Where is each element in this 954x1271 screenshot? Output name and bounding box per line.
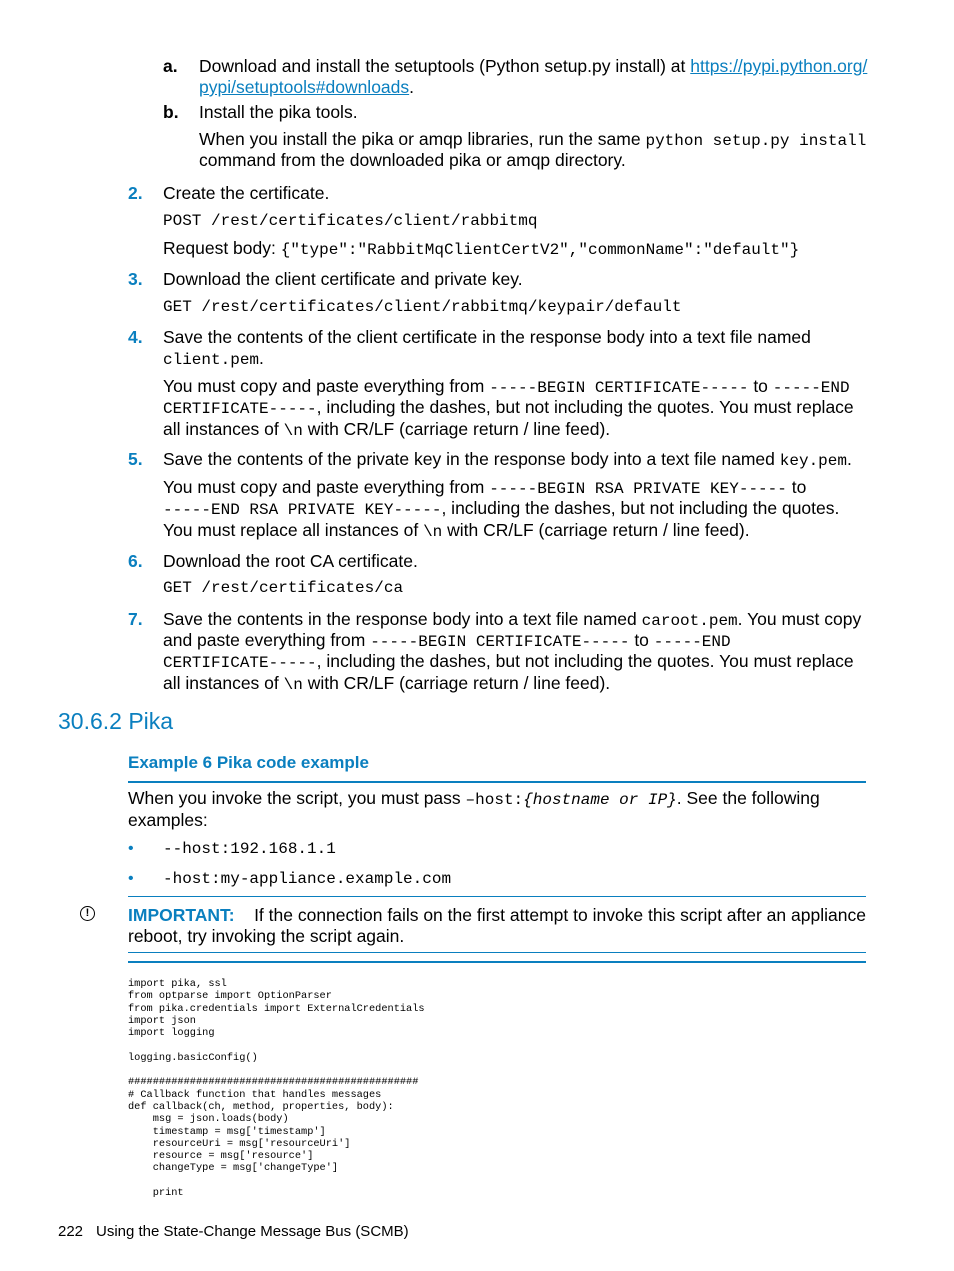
- text: with CR/LF (carriage return / line feed).: [442, 520, 750, 540]
- important-line-1: [128, 905, 866, 926]
- newline-code: \n: [283, 676, 303, 694]
- important-bottom-rule: [128, 952, 866, 953]
- text: You must copy and paste everything from: [163, 477, 490, 497]
- text: with CR/LF (carriage return / line feed).: [302, 419, 611, 439]
- example-top-rule: [128, 781, 866, 783]
- step-4-para-line-3: [163, 419, 610, 440]
- setuptools-link-part-1[interactable]: https://pypi.python.org/: [690, 56, 868, 76]
- example-bullet-2: -host:my-appliance.example.com: [163, 870, 452, 888]
- step-a-end: .: [409, 77, 415, 97]
- step-5-para-line-2: [163, 498, 839, 519]
- pika-code-block: import pika, ssl from optparse import OptionParser from pika.credentials import ExternalCredentials import json import logging logging.basicConfig() ############################################### # Callback function that handles messages def callback(ch, method, properties, body): msg = json.loads(body) timestamp = msg['timestamp'] resourceUri = msg['resourceUri'] resource = msg['resource'] changeType = msg['changeType'] print: [128, 978, 425, 1200]
- text: . You must copy: [737, 609, 862, 629]
- important-label: IMPORTANT:: [128, 905, 235, 925]
- step-b-note-line-1: [199, 129, 866, 150]
- text: to: [629, 630, 654, 650]
- step-a-text-line-2: [199, 77, 414, 98]
- footer-title: Using the State-Change Message Bus (SCMB): [96, 1223, 409, 1240]
- text: and paste everything from: [163, 630, 371, 650]
- text: .: [846, 449, 852, 469]
- important-text: If the connection fails on the first attempt to invoke this script after an appliance: [254, 905, 866, 925]
- page-number: 222: [58, 1223, 84, 1240]
- step-4-file: [163, 348, 264, 369]
- step-3-number: 3.: [128, 269, 143, 289]
- step-4-number: 4.: [128, 327, 143, 347]
- bullet-dot-icon: •: [128, 870, 134, 887]
- newline-code: \n: [283, 422, 303, 440]
- caroot-pem-filename: caroot.pem: [641, 612, 738, 630]
- step-4-text: Save the contents of the client certificate in the response body into a text file named: [163, 327, 811, 347]
- step-a-body: Download and install the setuptools (Python setup.py install) at: [199, 56, 691, 76]
- section-heading: 30.6.2 Pika: [58, 708, 174, 734]
- step-7-line-4: [163, 673, 610, 694]
- step-7-number: 7.: [128, 609, 143, 629]
- example-intro-line-2: examples:: [128, 810, 208, 830]
- step-4-file-end: .: [259, 348, 264, 368]
- step-4-para-line-2: [163, 397, 854, 418]
- end-cert-code: -----END: [653, 633, 731, 651]
- end-cert-code: -----END: [772, 379, 850, 397]
- bullet-dot-icon: •: [128, 840, 134, 857]
- step-6-text: Download the root CA certificate.: [163, 551, 418, 571]
- text: , including the dashes, but not including the quotes.: [441, 498, 840, 518]
- text: Save the contents of the private key in the response body into a text file named: [163, 449, 780, 469]
- step-6-number: 6.: [128, 551, 143, 571]
- step-5-para-line-3: [163, 520, 750, 541]
- step-5-text: [163, 449, 852, 470]
- newline-code: \n: [423, 523, 443, 541]
- request-body-json: {"type":"RabbitMqClientCertV2","commonName":"default"}: [280, 241, 800, 259]
- client-pem-filename: client.pem: [163, 351, 260, 369]
- end-cert-code: CERTIFICATE-----: [163, 654, 317, 672]
- step-b-text: Install the pika tools.: [199, 102, 358, 122]
- text: When you invoke the script, you must pass: [128, 788, 466, 808]
- text: all instances of: [163, 419, 284, 439]
- request-body-label: Request body:: [163, 238, 281, 258]
- step-3-text: Download the client certificate and private key.: [163, 269, 523, 289]
- step-3-code: GET /rest/certificates/client/rabbitmq/keypair/default: [163, 298, 682, 316]
- step-2-text: Create the certificate.: [163, 183, 330, 203]
- step-6-code: GET /rest/certificates/ca: [163, 579, 404, 597]
- end-cert-code: CERTIFICATE-----: [163, 400, 317, 418]
- step-2-number: 2.: [128, 183, 143, 203]
- step-2-code: POST /rest/certificates/client/rabbitmq: [163, 212, 538, 230]
- setuptools-link-part-2[interactable]: pypi/setuptools#downloads: [199, 77, 410, 97]
- important-line-2: reboot, try invoking the script again.: [128, 926, 405, 946]
- begin-cert-code: -----BEGIN CERTIFICATE-----: [489, 379, 749, 397]
- important-top-rule: [128, 896, 866, 897]
- step-b-note-text: When you install the pika or amqp libraries, run the same: [199, 129, 646, 149]
- begin-key-code: -----BEGIN RSA PRIVATE KEY-----: [489, 480, 787, 498]
- text: all instances of: [163, 673, 284, 693]
- step-a-text: [199, 56, 867, 77]
- step-b-label: b.: [163, 102, 179, 122]
- host-flag-code: –host:: [465, 791, 524, 809]
- setup-install-command: python setup.py install: [645, 132, 867, 150]
- step-2-request-body: [163, 238, 799, 259]
- example-bullet-1: --host:192.168.1.1: [163, 840, 336, 858]
- step-4-para-line-1: [163, 376, 850, 397]
- text: You must replace all instances of: [163, 520, 424, 540]
- begin-cert-code: -----BEGIN CERTIFICATE-----: [370, 633, 630, 651]
- text: , including the dashes, but not including the quotes. You must replace: [316, 397, 854, 417]
- step-7-line-2: [163, 630, 731, 651]
- text: , including the dashes, but not including the quotes. You must replace: [316, 651, 854, 671]
- text: . See the following: [676, 788, 820, 808]
- host-placeholder-code: {hostname or IP}: [523, 791, 677, 809]
- step-7-line-3: [163, 651, 854, 672]
- step-a-label: a.: [163, 56, 178, 76]
- text: You must copy and paste everything from: [163, 376, 490, 396]
- example-title: Example 6 Pika code example: [128, 753, 369, 772]
- step-5-para-line-1: [163, 477, 806, 498]
- step-5-number: 5.: [128, 449, 143, 469]
- step-b-note-line-2: command from the downloaded pika or amqp directory.: [199, 150, 626, 170]
- end-key-code: -----END RSA PRIVATE KEY-----: [163, 501, 442, 519]
- text: Save the contents in the response body into a text file named: [163, 609, 642, 629]
- example-intro-line-1: [128, 788, 820, 809]
- exclamation-circle-icon: !: [80, 906, 95, 921]
- code-top-rule: [128, 961, 866, 963]
- text: with CR/LF (carriage return / line feed).: [302, 673, 611, 693]
- text: to: [786, 477, 807, 497]
- step-7-line-1: [163, 609, 861, 630]
- key-pem-filename: key.pem: [779, 452, 847, 470]
- text: to: [748, 376, 773, 396]
